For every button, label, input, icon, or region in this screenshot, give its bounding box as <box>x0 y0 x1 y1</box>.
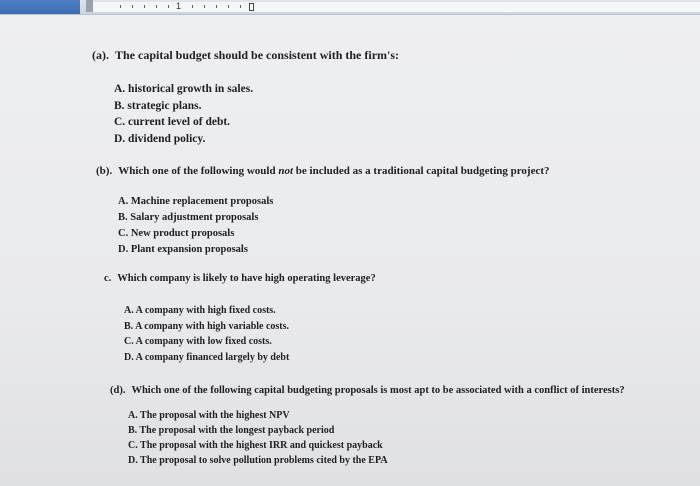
answer-option: D. Plant expansion proposals <box>118 244 248 255</box>
question-text: The capital budget should be consistent with the firm's: <box>115 48 400 62</box>
answer-option: A. Machine replacement proposals <box>118 196 274 207</box>
answer-options <box>128 408 388 468</box>
ruler-margin <box>0 0 80 14</box>
answer-option: B. Salary adjustment proposals <box>118 212 259 223</box>
answer-option: C. current level of debt. <box>114 116 231 128</box>
question-label: (d). <box>110 385 126 396</box>
answer-options <box>118 194 273 258</box>
ruler-tick <box>120 5 121 8</box>
document-page <box>0 15 700 486</box>
ruler-tick <box>228 5 229 8</box>
answer-option: D. A company financed largely by debt <box>124 351 290 363</box>
answer-option: D. dividend policy. <box>114 132 206 145</box>
indent-marker[interactable] <box>86 0 93 12</box>
answer-option: C. A company with low fixed costs. <box>124 336 272 347</box>
question-emphasis: not <box>278 165 294 177</box>
question-label: c. <box>104 273 112 284</box>
ruler-tick <box>156 5 157 8</box>
answer-option: C. New product proposals <box>118 228 235 239</box>
question-c <box>104 273 376 284</box>
answer-option: A. historical growth in sales. <box>114 83 254 95</box>
question-label: (b). <box>96 165 113 177</box>
answer-options <box>124 303 289 365</box>
answer-option: A. The proposal with the highest NPV <box>128 410 290 421</box>
question-b <box>96 165 550 177</box>
answer-option: B. strategic plans. <box>114 99 202 112</box>
question-a <box>92 48 399 63</box>
ruler <box>0 0 700 15</box>
answer-option: B. The proposal with the longest payback period <box>128 425 335 436</box>
answer-option: A. A company with high fixed costs. <box>124 305 276 316</box>
ruler-tick <box>192 5 193 8</box>
question-text: be included as a traditional capital budgeting project? <box>293 165 550 177</box>
ruler-tick <box>216 5 217 8</box>
ruler-tick <box>168 5 169 8</box>
question-text: Which company is likely to have high operating leverage? <box>117 273 376 284</box>
ruler-tick <box>204 5 205 8</box>
ruler-tick <box>144 5 145 8</box>
tab-stop-marker[interactable] <box>249 3 254 11</box>
answer-options <box>114 81 253 147</box>
ruler-tick <box>132 5 133 8</box>
question-text: Which one of the following capital budgeting proposals is most apt to be associated with a conflict of interests? <box>131 385 625 396</box>
question-d <box>110 385 625 396</box>
question-text: Which one of the following would <box>118 165 279 177</box>
question-label: (a). <box>92 48 109 62</box>
answer-option: D. The proposal to solve pollution problems cited by the EPA <box>128 455 388 466</box>
answer-option: C. The proposal with the highest IRR and quickest payback <box>128 440 383 451</box>
answer-option: B. A company with high variable costs. <box>124 320 290 332</box>
ruler-tick <box>240 5 241 8</box>
ruler-number: 1 <box>176 1 182 11</box>
